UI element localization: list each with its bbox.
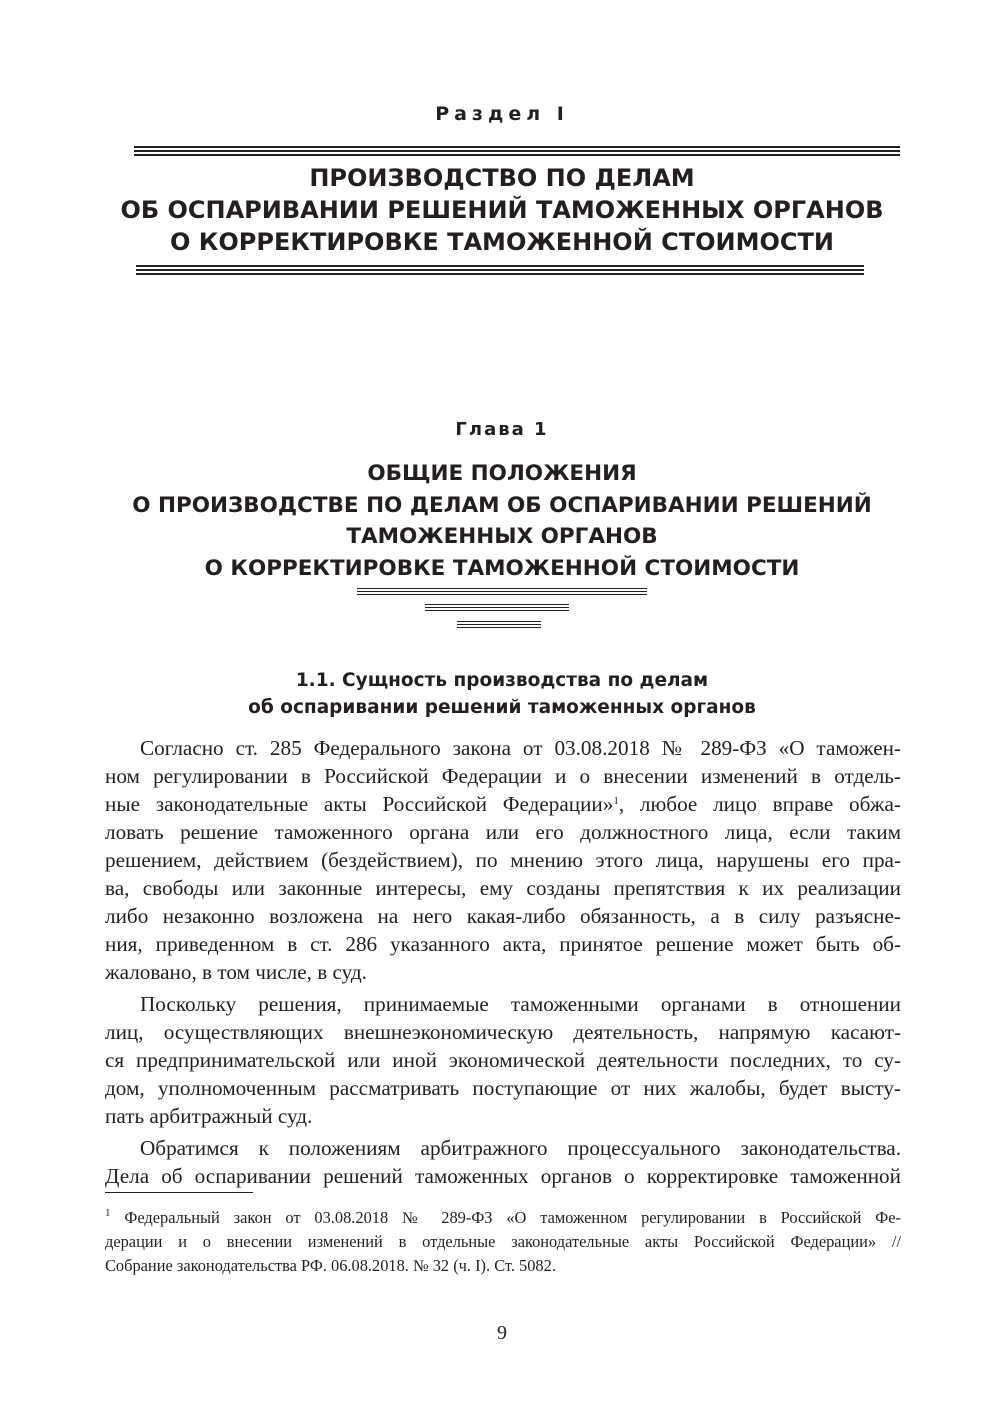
text-line: Обратимся к положениям арбитражного процессуального законодательства. — [140, 1136, 901, 1160]
chapter-title — [100, 458, 904, 584]
subsection-title-line: об оспаривании решений таможенных органов — [248, 697, 756, 718]
page-number: 9 — [497, 1322, 507, 1344]
text-line: дом, уполномоченным рассматривать поступающие от них жалобы, будет высту- — [105, 1076, 901, 1100]
section-bottom-rule — [136, 265, 864, 275]
text-line: ном регулировании в Российской Федерации и о внесении изменений в отдель- — [105, 764, 901, 788]
text-line: Согласно ст. 285 Федерального закона от 03.08.2018 № 289-ФЗ «О таможен- — [140, 736, 901, 760]
subsection-title-line: 1.1. Сущность производства по делам — [295, 670, 709, 691]
text-line: ния, приведенном в ст. 286 указанного акта, принятое решение может быть об- — [105, 932, 901, 956]
chapter-title-line: О КОРРЕКТИРОВКЕ ТАМОЖЕННОЙ СТОИМОСТИ — [204, 555, 800, 581]
section-label: Раздел I — [435, 103, 569, 125]
text-fragment: ные законодательные акты Российской Федерации» — [105, 792, 614, 816]
text-line: Дела об оспаривании решений таможенных органов о корректировке таможенной — [105, 1164, 901, 1188]
chapter-label: Глава 1 — [455, 419, 549, 440]
paragraph — [105, 734, 901, 986]
chapter-ornament-rule — [357, 588, 647, 595]
section-top-rule — [134, 146, 900, 156]
paragraph — [105, 990, 901, 1130]
footnote-line — [105, 1206, 901, 1230]
text-line: ся предпринимательской или иной экономической деятельности последних, то су- — [105, 1048, 901, 1072]
text-line: жаловано, в том числе, в суд. — [105, 960, 367, 984]
paragraph — [105, 1134, 901, 1190]
text-line: лиц, осуществляющих внешнеэкономическую деятельность, напрямую касают- — [105, 1020, 901, 1044]
text-line — [105, 790, 901, 818]
footnote-reference: 1 — [613, 795, 619, 807]
footnote — [105, 1206, 901, 1278]
text-line: пать арбитражный суд. — [105, 1104, 313, 1128]
text-line: решением, действием (бездействием), по мнению этого лица, нарушены его пра- — [105, 848, 901, 872]
footnote-separator — [105, 1192, 253, 1193]
text-line: либо незаконно возложена на него какая-либо обязанность, а в силу разъясне- — [105, 904, 901, 928]
chapter-title-line: О ПРОИЗВОДСТВЕ ПО ДЕЛАМ ОБ ОСПАРИВАНИИ РЕШЕНИЙ — [132, 492, 872, 518]
chapter-title-line: ОБЩИЕ ПОЛОЖЕНИЯ — [367, 461, 637, 486]
footnote-line: дерации и о внесении изменений в отдельные законодательные акты Российской Федерации» // — [105, 1232, 901, 1251]
text-line: ва, свободы или законные интересы, ему созданы препятствия к их реализации — [105, 876, 901, 900]
section-title-line: ОБ ОСПАРИВАНИИ РЕШЕНИЙ ТАМОЖЕННЫХ ОРГАНОВ — [120, 196, 884, 224]
footnote-line: Собрание законодательства РФ. 06.08.2018. № 32 (ч. I). Ст. 5082. — [105, 1256, 556, 1275]
chapter-ornament-rule — [425, 604, 569, 611]
text-fragment: Федеральный закон от 03.08.2018 № 289-ФЗ «О таможенном регулировании в Российской Фе- — [124, 1208, 901, 1227]
section-title — [100, 162, 904, 258]
text-line: ловать решение таможенного органа или его должностного лица, если таким — [105, 820, 901, 844]
subsection-title — [100, 667, 904, 721]
text-line: Поскольку решения, принимаемые таможенными органами в отношении — [140, 992, 901, 1016]
body-text — [105, 734, 901, 1194]
chapter-title-line: ТАМОЖЕННЫХ ОРГАНОВ — [346, 524, 658, 549]
section-title-line: ПРОИЗВОДСТВО ПО ДЕЛАМ — [309, 164, 695, 192]
section-title-line: О КОРРЕКТИРОВКЕ ТАМОЖЕННОЙ СТОИМОСТИ — [170, 228, 834, 256]
footnote-number: 1 — [105, 1207, 111, 1219]
chapter-ornament-rule — [457, 621, 541, 628]
text-fragment: , любое лицо вправе обжа- — [618, 792, 901, 816]
